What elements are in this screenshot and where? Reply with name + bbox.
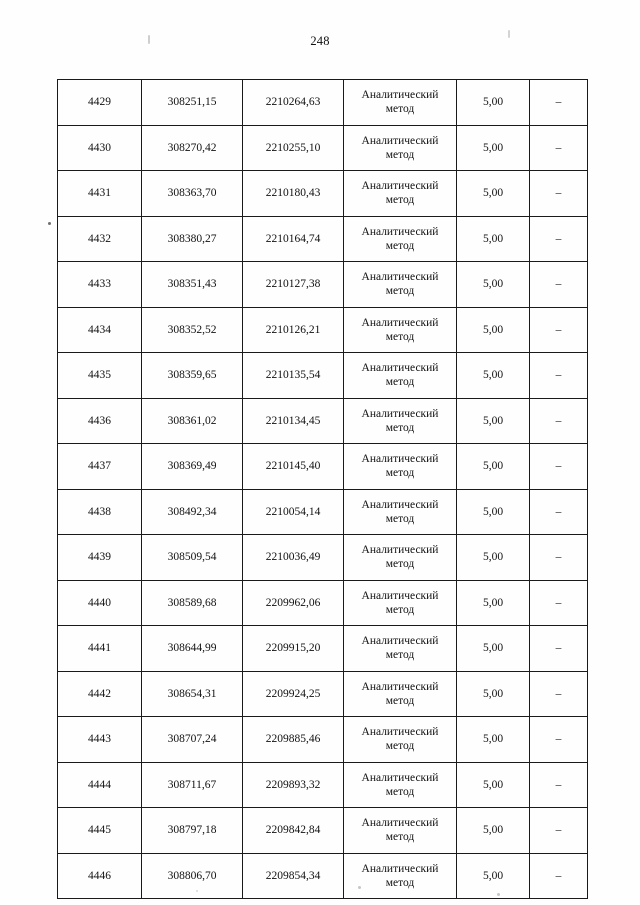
cell-y: 2210255,10 [243, 126, 344, 171]
cell-note: – [530, 854, 588, 899]
table-row [58, 581, 588, 626]
cell-method: Аналитический метод [344, 808, 457, 854]
cell-y: 2209842,84 [243, 808, 344, 854]
table-row [58, 80, 588, 126]
cell-method: Аналитический метод [344, 308, 457, 353]
cell-method: Аналитический метод [344, 353, 457, 399]
cell-note: – [530, 672, 588, 717]
cell-x: 308361,02 [142, 399, 243, 444]
cell-x: 308492,34 [142, 490, 243, 535]
cell-precision: 5,00 [457, 80, 530, 126]
cell-y: 2210054,14 [243, 490, 344, 535]
table-row [58, 353, 588, 399]
cell-precision: 5,00 [457, 353, 530, 399]
cell-note: – [530, 126, 588, 171]
cell-y: 2209915,20 [243, 626, 344, 672]
cell-note: – [530, 581, 588, 626]
cell-number: 4432 [58, 217, 142, 262]
cell-x: 308359,65 [142, 353, 243, 399]
table-row [58, 444, 588, 490]
cell-note: – [530, 353, 588, 399]
cell-note: – [530, 262, 588, 308]
table-row [58, 308, 588, 353]
cell-method: Аналитический метод [344, 399, 457, 444]
table-row [58, 672, 588, 717]
cell-precision: 5,00 [457, 490, 530, 535]
cell-y: 2210164,74 [243, 217, 344, 262]
cell-precision: 5,00 [457, 126, 530, 171]
table-row [58, 399, 588, 444]
cell-note: – [530, 763, 588, 808]
cell-number: 4437 [58, 444, 142, 490]
cell-x: 308806,70 [142, 854, 243, 899]
cell-y: 2209885,46 [243, 717, 344, 763]
cell-method: Аналитический метод [344, 217, 457, 262]
scan-artifact [508, 30, 510, 38]
cell-method: Аналитический метод [344, 763, 457, 808]
cell-number: 4445 [58, 808, 142, 854]
cell-x: 308270,42 [142, 126, 243, 171]
cell-precision: 5,00 [457, 808, 530, 854]
cell-note: – [530, 626, 588, 672]
cell-x: 308589,68 [142, 581, 243, 626]
cell-precision: 5,00 [457, 444, 530, 490]
cell-x: 308711,67 [142, 763, 243, 808]
cell-number: 4436 [58, 399, 142, 444]
cell-method: Аналитический метод [344, 626, 457, 672]
cell-precision: 5,00 [457, 308, 530, 353]
cell-number: 4446 [58, 854, 142, 899]
cell-number: 4429 [58, 80, 142, 126]
cell-note: – [530, 717, 588, 763]
cell-method: Аналитический метод [344, 672, 457, 717]
cell-method: Аналитический метод [344, 854, 457, 899]
cell-number: 4433 [58, 262, 142, 308]
table-row [58, 262, 588, 308]
cell-note: – [530, 80, 588, 126]
cell-precision: 5,00 [457, 717, 530, 763]
cell-note: – [530, 308, 588, 353]
cell-y: 2209893,32 [243, 763, 344, 808]
cell-number: 4438 [58, 490, 142, 535]
table-row [58, 763, 588, 808]
page-number: 248 [310, 34, 330, 48]
table-row [58, 854, 588, 899]
cell-precision: 5,00 [457, 262, 530, 308]
cell-x: 308380,27 [142, 217, 243, 262]
cell-number: 4435 [58, 353, 142, 399]
cell-number: 4444 [58, 763, 142, 808]
scan-artifact [148, 35, 150, 44]
cell-number: 4434 [58, 308, 142, 353]
cell-note: – [530, 490, 588, 535]
cell-number: 4441 [58, 626, 142, 672]
cell-method: Аналитический метод [344, 717, 457, 763]
cell-precision: 5,00 [457, 535, 530, 581]
table-row [58, 126, 588, 171]
cell-precision: 5,00 [457, 217, 530, 262]
cell-method: Аналитический метод [344, 80, 457, 126]
cell-precision: 5,00 [457, 763, 530, 808]
cell-note: – [530, 399, 588, 444]
cell-note: – [530, 808, 588, 854]
cell-precision: 5,00 [457, 672, 530, 717]
cell-number: 4439 [58, 535, 142, 581]
table-row [58, 535, 588, 581]
cell-method: Аналитический метод [344, 535, 457, 581]
cell-number: 4443 [58, 717, 142, 763]
cell-precision: 5,00 [457, 854, 530, 899]
cell-y: 2210127,38 [243, 262, 344, 308]
cell-method: Аналитический метод [344, 262, 457, 308]
coordinates-table [57, 79, 588, 899]
cell-x: 308644,99 [142, 626, 243, 672]
cell-y: 2209924,25 [243, 672, 344, 717]
table-row [58, 717, 588, 763]
cell-number: 4431 [58, 171, 142, 217]
cell-note: – [530, 217, 588, 262]
cell-method: Аналитический метод [344, 444, 457, 490]
table-body [58, 80, 588, 899]
cell-y: 2210264,63 [243, 80, 344, 126]
cell-method: Аналитический метод [344, 490, 457, 535]
cell-y: 2209962,06 [243, 581, 344, 626]
cell-method: Аналитический метод [344, 126, 457, 171]
table-row [58, 217, 588, 262]
cell-y: 2210036,49 [243, 535, 344, 581]
cell-y: 2210134,45 [243, 399, 344, 444]
cell-x: 308797,18 [142, 808, 243, 854]
cell-y: 2210180,43 [243, 171, 344, 217]
cell-x: 308369,49 [142, 444, 243, 490]
cell-x: 308352,52 [142, 308, 243, 353]
cell-x: 308363,70 [142, 171, 243, 217]
cell-x: 308509,54 [142, 535, 243, 581]
table-row [58, 808, 588, 854]
cell-precision: 5,00 [457, 581, 530, 626]
cell-number: 4430 [58, 126, 142, 171]
cell-precision: 5,00 [457, 171, 530, 217]
cell-number: 4442 [58, 672, 142, 717]
cell-x: 308707,24 [142, 717, 243, 763]
table-row [58, 171, 588, 217]
table-row [58, 490, 588, 535]
cell-x: 308351,43 [142, 262, 243, 308]
cell-note: – [530, 444, 588, 490]
cell-y: 2209854,34 [243, 854, 344, 899]
cell-precision: 5,00 [457, 626, 530, 672]
cell-x: 308654,31 [142, 672, 243, 717]
cell-method: Аналитический метод [344, 581, 457, 626]
cell-y: 2210135,54 [243, 353, 344, 399]
cell-method: Аналитический метод [344, 171, 457, 217]
cell-number: 4440 [58, 581, 142, 626]
scan-artifact [48, 222, 51, 225]
cell-x: 308251,15 [142, 80, 243, 126]
cell-y: 2210126,21 [243, 308, 344, 353]
cell-precision: 5,00 [457, 399, 530, 444]
cell-note: – [530, 535, 588, 581]
cell-note: – [530, 171, 588, 217]
table-row [58, 626, 588, 672]
cell-y: 2210145,40 [243, 444, 344, 490]
